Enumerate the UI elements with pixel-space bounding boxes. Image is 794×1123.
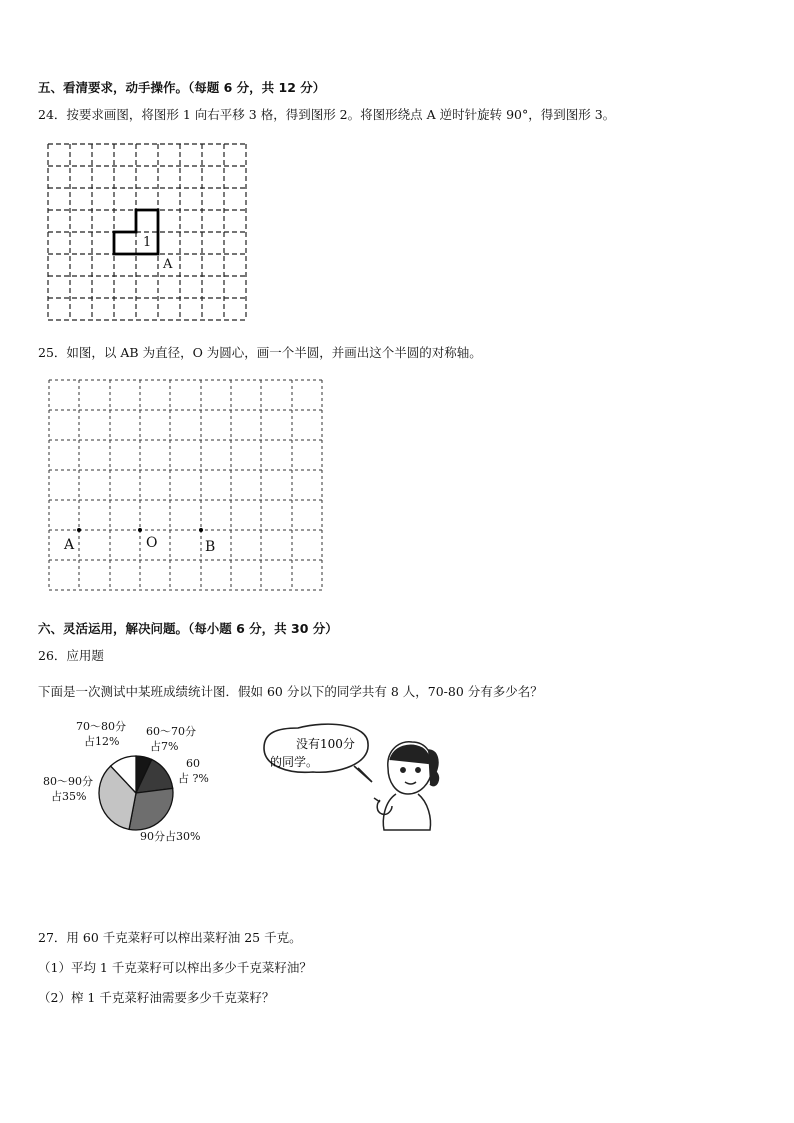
- girl-figure: [374, 742, 438, 830]
- question-26-title: 26．应用题: [38, 648, 104, 663]
- figure-1-label: 1: [143, 235, 152, 250]
- speech-line-2: 的同学。: [270, 755, 319, 769]
- point-b-dot: [199, 528, 203, 532]
- point-b-text: B: [205, 539, 216, 555]
- question-27-sub-1: （1）平均 1 千克菜籽可以榨出多少千克菜籽油？: [38, 960, 312, 975]
- point-a-text: A: [64, 537, 75, 553]
- point-o-text: O: [146, 535, 158, 551]
- question-25-grid: [40, 372, 330, 597]
- slice-label-60: 60 占 ?%: [178, 757, 209, 785]
- slice-label-70-80: 70～80分 占12%: [76, 720, 126, 748]
- question-27-text: 27．用 60 千克菜籽可以榨出菜籽油 25 千克。: [38, 930, 302, 945]
- slice-label-60-70: 60～70分 占7%: [146, 725, 196, 753]
- question-24-text: 24．按要求画图，将图形 1 向右平移 3 格，得到图形 2。将图形绕点 A 逆时针旋转 90°，得到图形 3。: [38, 107, 616, 122]
- question-24-grid: [40, 136, 260, 326]
- point-o-dot: [138, 528, 142, 532]
- section-5-heading: 五、看清要求，动手操作。（每题 6 分，共 12 分）: [38, 80, 326, 95]
- point-a-dot: [77, 528, 81, 532]
- figure-1-shape: [114, 210, 158, 254]
- slice-label-90: 90分占30%: [140, 830, 201, 843]
- question-26-text: 下面是一次测试中某班成绩统计图．假如 60 分以下的同学共有 8 人，70-80 分有多少名？: [38, 684, 543, 699]
- question-25-text: 25．如图，以 AB 为直径，O 为圆心，画一个半圆，并画出这个半圆的对称轴。: [38, 345, 482, 360]
- pie-slices: [99, 756, 173, 830]
- speech-line-1: 没有100分: [296, 737, 355, 751]
- section-6-heading: 六、灵活运用，解决问题。（每小题 6 分，共 30 分）: [38, 621, 338, 636]
- score-pie-chart: [40, 715, 240, 850]
- point-a-label: A: [163, 257, 173, 272]
- girl-illustration: [258, 720, 443, 840]
- slice-label-80-90: 80～90分 占35%: [43, 775, 93, 803]
- question-27-sub-2: （2）榨 1 千克菜籽油需要多少千克菜籽？: [38, 990, 275, 1005]
